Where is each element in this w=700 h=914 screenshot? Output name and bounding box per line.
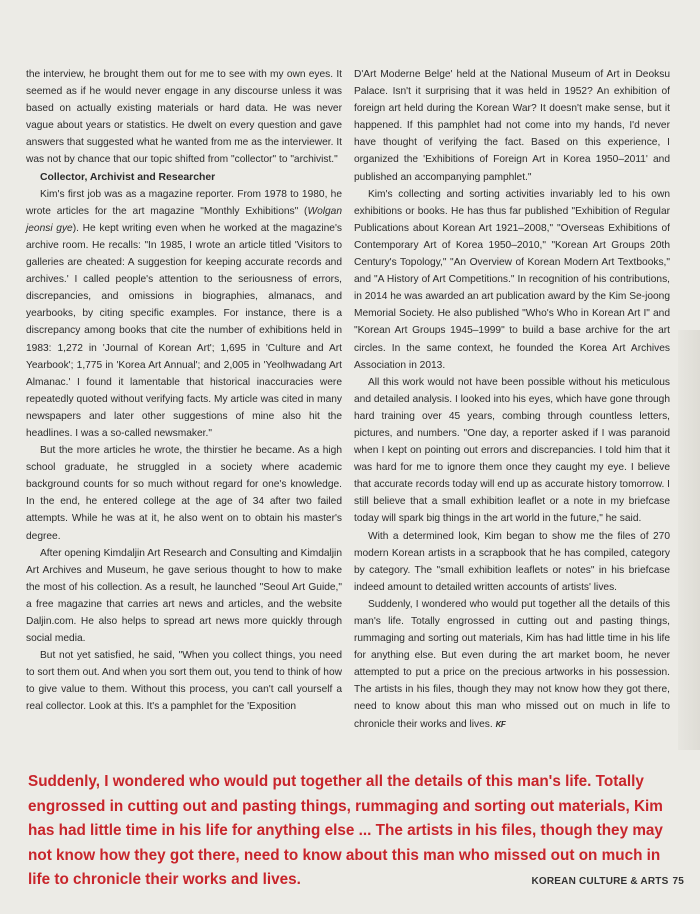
paragraph-collector-quote: But not yet satisfied, he said, "When you collect things, you need to sort them out. And when you sort them out, you tend to think of how to give value to them. Without this process, you can't call yourself a real collector. Look at this. It's a pamphlet for the 'Exposition (26, 650, 342, 713)
paragraph-scrapbook: With a determined look, Kim began to show me the files of 270 modern Korean artists in a scrapbook that he has compiled, category by category. The "small exhibition leaflets or notes" in his briefcase indeed amount to detailed written accounts of artists' lives. (354, 530, 670, 593)
paragraph-education: But the more articles he wrote, the thirstier he became. As a high school graduate, he struggled in a society where academic background counts for so much without regard for one's knowledge. In the end, he entered college at the age of 34 after two failed attempts. While he was at it, he also went on to obtain his master's degree. (26, 445, 342, 542)
paragraph-exposition: D'Art Moderne Belge' held at the National Museum of Art in Deoksu Palace. Isn't it surprising that it was held in 1952? An exhibition of foreign art held during the Korean War? It doesn't make sense, but it happened. If this pamphlet had not come into my hands, I'd never have thought of verifying the fact. Based on this experience, I organized the 'Exhibitions of Foreign Art in Korea 1950–2011' and published an accompanying pamphlet." (354, 69, 670, 183)
paragraph-text: Suddenly, I wondered who would put together all the details of this man's life. Totally engrossed in cutting out and pasting things, rummaging and sorting out materials, Kim has had little time in his life for anything else. But even during the art market boom, he never attempted to put a price on the precious artworks in his possession. The artists in his files, though they may not know how they got there, need to know about this man who missed out on much in life to chronicle their works and lives. (354, 598, 670, 730)
left-column (26, 66, 342, 716)
pull-quote: Suddenly, I wondered who would put together all the details of this man's life. Totally engrossed in cutting out and pasting things, rummaging and sorting out materials, Kim has had little time in his life for anything else ... The artists in his files, though they may not know how they got there, need to know about this man who missed out on much in life to chronicle their works and lives. (28, 773, 663, 888)
publication-name: KOREAN CULTURE & ARTS (531, 876, 669, 887)
page-number: 75 (672, 876, 684, 887)
end-mark: KF (495, 719, 506, 729)
paragraph-publications: Kim's collecting and sorting activities invariably led to his own exhibitions or books. He has thus far published "Exhibition of Regular Publications about Korean Art 1921–2008," "Overseas Exhibitions of Contemporary Art of Korea 1950–2010," "Korean Art Groups 20th Century's Topology," "An Overview of Korean Modern Art Textbooks," and "A History of Art Competitions." In recognition of his contributions, in 2014 he was awarded an art publication award by the Kim Se-joong Memorial Society. He also published "Who's Who in Korean Art I" and "Korean Art Groups 1945–1999" to build a base archive for the art circles. In the same context, he founded the Korea Art Archives Association in 2013. (354, 188, 671, 371)
magazine-korean-title: Wolgan jeonsi gye (26, 205, 342, 234)
paragraph-closing (354, 596, 670, 733)
section-heading: Collector, Archivist and Researcher (40, 171, 216, 183)
intro-paragraph: the interview, he brought them out for me to see with my own eyes. It seemed as if he would never engage in any discourse unless it was based on actually existing materials or hard data. He was never vague about years or statistics. He dwelt on every question and gave answers that suggested what he wanted from me as the interviewer. It was not by chance that our topic shifted from "collector" to "archivist." (26, 69, 342, 166)
paragraph-text: ). He kept writing even when he worked at the magazine's archive room. He recalls: "In 1985, I wrote an article titled 'Visitors to galleries are cheated: A suggestion for keeping accurate records and archives.' I called people's attention to the seriousness of errors, discrepancies, and omissions in biographies, almanacs, and yearbooks, by citing specific examples. For instance, there is a discrepancy among books that cite the number of exhibitions held in 1983: 1,272 in 'Journal of Korean Art'; 1,695 in 'Culture and Art Yearbook'; 1,775 in 'Korea Art Annual'; and 2,005 in 'Yeolhwadang Art Almanac.' I found it lamentable that historical inaccuracies were repeatedly quoted without verifying facts. My article was cited in many newspapers and later other suggestions of mine also hit the headlines. I was a so-called newsmaker." (26, 222, 343, 439)
paragraph-first-job (26, 186, 342, 442)
paragraph-analysis: All this work would not have been possible without his meticulous and detailed analysis. I looked into his eyes, which have gone through hard training over 45 years, combing through countless letters, pictures, and numbers. "One day, a reporter asked if I was paranoid when I kept on pointing out errors and discrepancies. I told him that it was hard for me to ignore them once they caught my eye. I believe that accurate records today will end up as accurate history tomorrow. I still believe that a small exhibition leaflet or a note in my briefcase today will spark big things in the art world in the future," he said. (354, 376, 670, 525)
paragraph-museum: After opening Kimdaljin Art Research and Consulting and Kimdaljin Art Archives and Museum, he gave serious thought to how to make the most of his collection. As a result, he launched "Seoul Art Guide," a free magazine that carries art news and articles, and the website Daljin.com. He also helps to spread art news more quickly through social media. (26, 547, 342, 645)
paragraph-text: Kim's first job was as a magazine reporter. From 1978 to 1980, he wrote articles for the art magazine "Monthly Exhibitions" ( (26, 188, 342, 217)
right-column (354, 66, 670, 733)
page-edge-shadow (678, 330, 700, 750)
page-footer (531, 876, 684, 887)
